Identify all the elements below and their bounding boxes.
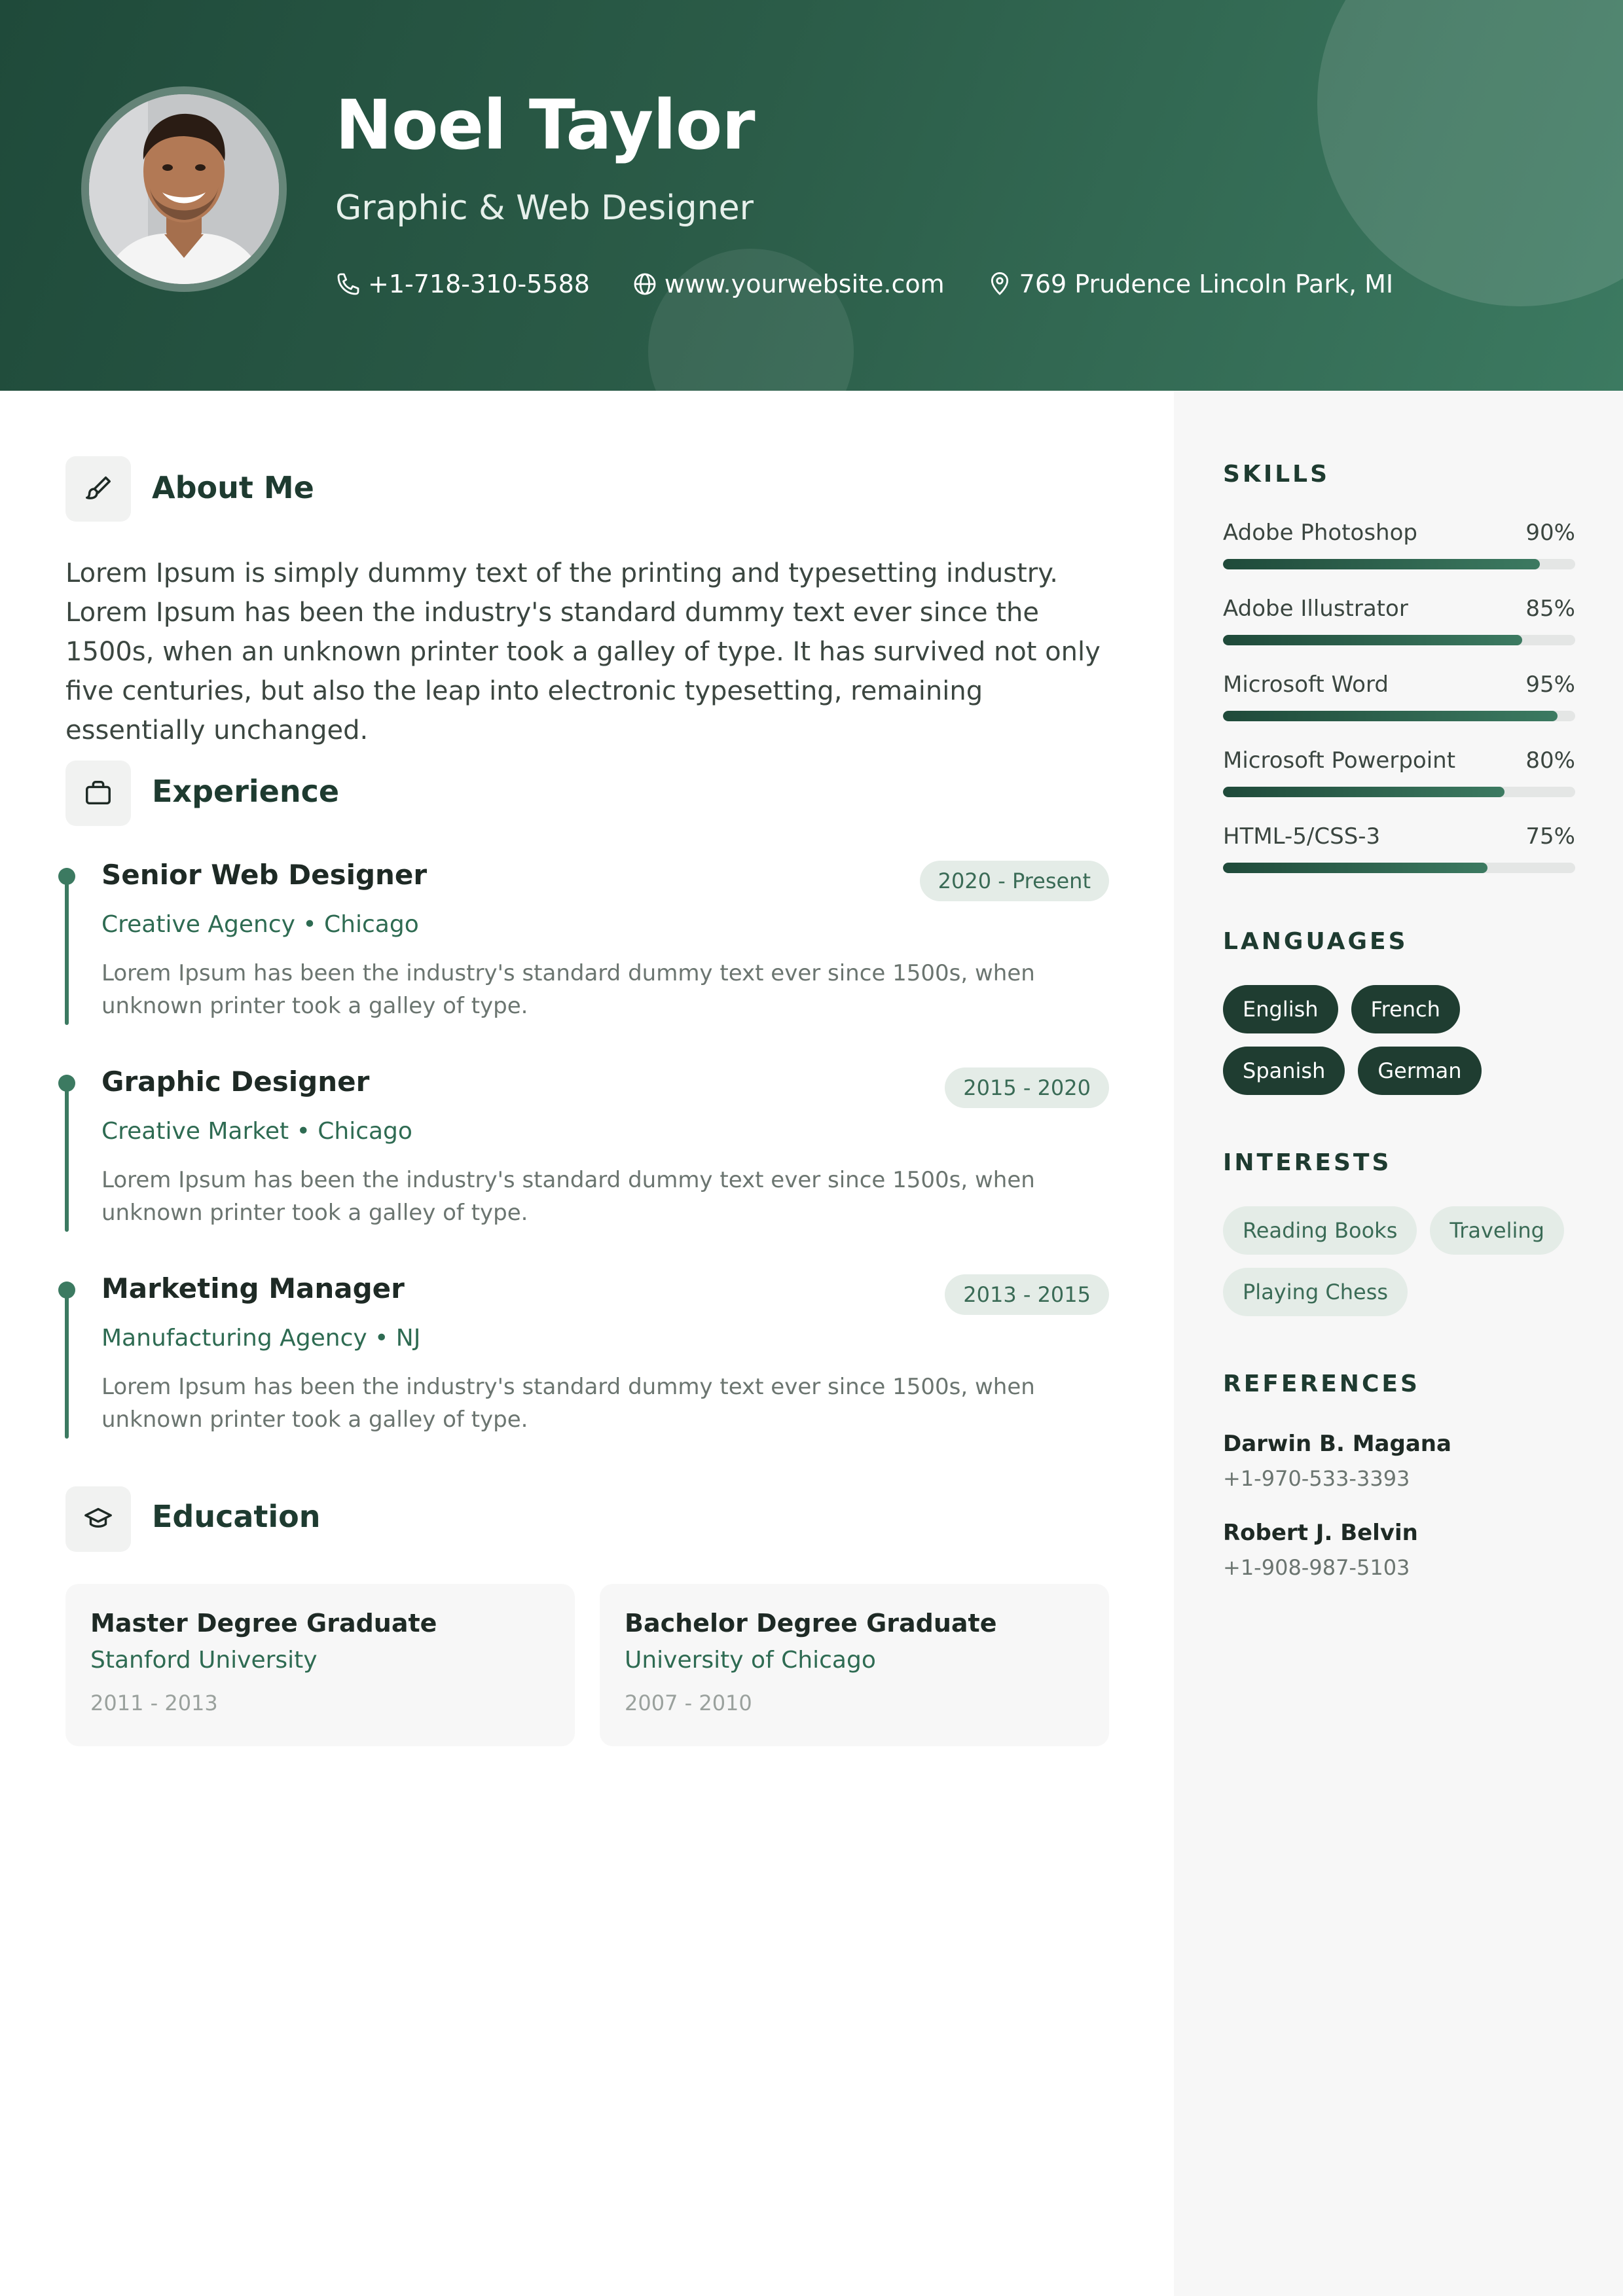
language-chip: German [1358, 1047, 1481, 1095]
phone-icon [335, 271, 361, 297]
globe-icon [632, 271, 658, 297]
job-description: Lorem Ipsum has been the industry's standard dummy text ever since 1500s, when unknown printer took a galley of type. [101, 1374, 1035, 1433]
reference-phone: +1-908-987-5103 [1223, 1555, 1410, 1580]
about-section-icon [65, 456, 131, 522]
profile-photo-illustration [89, 94, 279, 284]
contact-phone[interactable] [335, 270, 590, 298]
experience-title: Experience [152, 774, 340, 809]
job-title: Marketing Manager [101, 1272, 405, 1304]
education-section-icon [65, 1486, 131, 1552]
interest-list [1223, 1206, 1590, 1329]
skill-name: Microsoft Word [1223, 672, 1389, 698]
education-school: University of Chicago [625, 1647, 876, 1674]
skill-bar [1223, 559, 1575, 569]
timeline-line [65, 868, 69, 1025]
skill-percent: 90% [1525, 520, 1575, 546]
job-date-badge: 2020 - Present [920, 861, 1109, 901]
skill-bar [1223, 787, 1575, 797]
job-organization: Manufacturing Agency • NJ [101, 1325, 421, 1352]
skill-bar-fill [1223, 711, 1558, 721]
references-heading: REFERENCES [1223, 1371, 1420, 1397]
skill-item [1223, 747, 1575, 797]
job-description: Lorem Ipsum has been the industry's standard dummy text ever since 1500s, when unknown printer took a galley of type. [101, 1167, 1035, 1226]
skill-bar-fill [1223, 635, 1522, 645]
education-school: Stanford University [90, 1647, 318, 1674]
job-organization: Creative Agency • Chicago [101, 911, 419, 938]
education-card [65, 1584, 575, 1746]
skill-percent: 80% [1525, 747, 1575, 774]
job-title: Senior Web Designer [101, 859, 428, 891]
skill-name: HTML-5/CSS-3 [1223, 823, 1381, 850]
languages-heading: LANGUAGES [1223, 928, 1408, 955]
skill-name: Microsoft Powerpoint [1223, 747, 1456, 774]
skill-percent: 85% [1525, 596, 1575, 622]
skill-name: Adobe Illustrator [1223, 596, 1408, 622]
job-date-badge: 2013 - 2015 [945, 1274, 1109, 1315]
interest-chip: Reading Books [1223, 1206, 1417, 1255]
education-years: 2007 - 2010 [625, 1691, 752, 1715]
contact-phone-text: +1-718-310-5588 [368, 270, 590, 298]
brush-icon [83, 474, 113, 504]
skill-item [1223, 672, 1575, 721]
timeline-line [65, 1075, 69, 1232]
skill-item [1223, 823, 1575, 873]
language-chip: Spanish [1223, 1047, 1345, 1095]
timeline-dot [58, 1282, 75, 1299]
skill-bar [1223, 635, 1575, 645]
reference-name: Darwin B. Magana [1223, 1431, 1451, 1457]
contact-website-text: www.yourwebsite.com [664, 270, 945, 298]
timeline-dot [58, 1075, 75, 1092]
experience-section-icon [65, 761, 131, 826]
candidate-role: Graphic & Web Designer [335, 188, 754, 228]
job-organization: Creative Market • Chicago [101, 1118, 412, 1145]
contact-address [987, 270, 1393, 298]
avatar-ring [81, 86, 287, 292]
reference-name: Robert J. Belvin [1223, 1520, 1418, 1546]
skills-heading: SKILLS [1223, 461, 1330, 488]
interest-chip: Playing Chess [1223, 1268, 1408, 1316]
interest-chip: Traveling [1430, 1206, 1564, 1255]
reference-item [1223, 1520, 1418, 1580]
contact-list [335, 270, 1435, 298]
skill-bar-fill [1223, 787, 1504, 797]
avatar [89, 94, 279, 284]
skill-name: Adobe Photoshop [1223, 520, 1417, 546]
contact-address-text: 769 Prudence Lincoln Park, MI [1019, 270, 1394, 298]
reference-item [1223, 1431, 1451, 1491]
decorative-circle [1317, 0, 1623, 306]
interests-heading: INTERESTS [1223, 1149, 1392, 1176]
skill-bar-fill [1223, 559, 1540, 569]
timeline-dot [58, 868, 75, 885]
education-card [600, 1584, 1109, 1746]
graduation-cap-icon [83, 1504, 113, 1534]
education-title: Education [152, 1499, 321, 1534]
about-title: About Me [152, 470, 314, 505]
job-description: Lorem Ipsum has been the industry's standard dummy text ever since 1500s, when unknown printer took a galley of type. [101, 960, 1035, 1019]
resume-header [0, 0, 1623, 391]
language-chip: English [1223, 985, 1338, 1033]
skill-bar-fill [1223, 863, 1487, 873]
language-chip: French [1351, 985, 1460, 1033]
candidate-name: Noel Taylor [335, 85, 755, 165]
education-degree: Bachelor Degree Graduate [625, 1609, 997, 1638]
about-text: Lorem Ipsum is simply dummy text of the printing and typesetting industry. Lorem Ipsum has been the industry's standard dummy text ever since the 1500s, when an unknown printer took a galley of type. It has survived not only five centuries, but also the leap into electronic typesetting, remaining essentially unchanged. [65, 558, 1101, 745]
language-list [1223, 985, 1590, 1108]
education-years: 2011 - 2013 [90, 1691, 218, 1715]
skill-item [1223, 520, 1575, 569]
reference-phone: +1-970-533-3393 [1223, 1466, 1410, 1491]
job-title: Graphic Designer [101, 1066, 370, 1098]
skill-item [1223, 596, 1575, 645]
skill-percent: 75% [1525, 823, 1575, 850]
skill-bar [1223, 711, 1575, 721]
briefcase-icon [83, 778, 113, 808]
skill-bar [1223, 863, 1575, 873]
skill-percent: 95% [1525, 672, 1575, 698]
education-degree: Master Degree Graduate [90, 1609, 437, 1638]
location-pin-icon [987, 271, 1013, 297]
contact-website[interactable] [632, 270, 945, 298]
timeline-line [65, 1282, 69, 1439]
job-date-badge: 2015 - 2020 [945, 1067, 1109, 1108]
